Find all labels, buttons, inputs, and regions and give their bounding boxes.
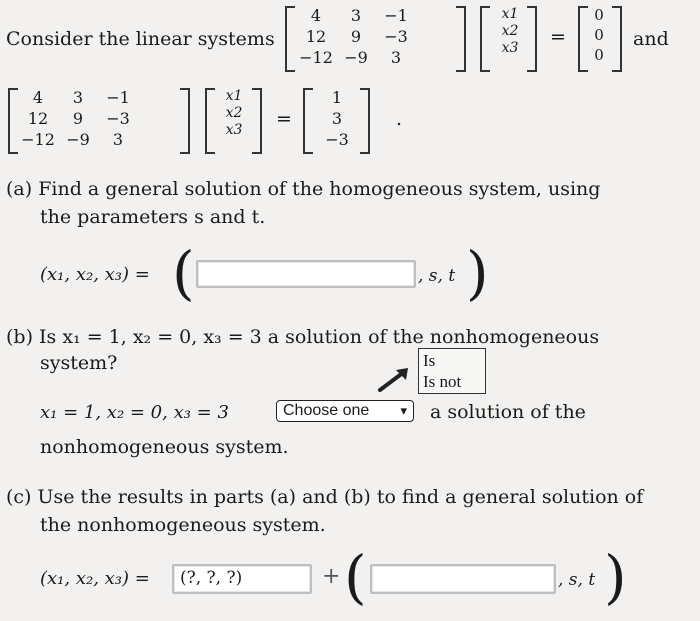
intro-text: Consider the linear systems [6, 28, 275, 50]
matrix-cell: 12 [27, 109, 49, 128]
matrix-cell: 3 [350, 6, 362, 25]
arrow-up-right-icon [376, 366, 412, 394]
variable-vector-1 [492, 6, 528, 56]
part-c-question-line2: the nonhomogeneous system. [40, 514, 326, 536]
coefficient-matrix-2 [18, 88, 138, 149]
option-is-not[interactable]: Is not [423, 372, 462, 391]
part-a-question-line1: (a) Find a general solution of the homogeneous system, using [6, 178, 601, 200]
part-a-params: , s, t [418, 266, 456, 286]
matrix-cell: −3 [384, 27, 408, 46]
matrix-cell: −1 [106, 88, 130, 107]
matrix-cell: 9 [72, 109, 84, 128]
vector-x-right-bracket [527, 6, 537, 72]
part-c-params: , s, t [558, 570, 596, 590]
part-b-question-line1: (b) Is x₁ = 1, x₂ = 0, x₃ = 3 a solution of the nonhomogeneous [6, 326, 600, 348]
and-text: and [633, 28, 669, 50]
matrix-cell: 3 [112, 130, 124, 149]
homogeneous-solution-input[interactable] [196, 260, 416, 288]
particular-solution-value: (?, ?, ?) [180, 568, 243, 588]
matrix-cell: −12 [21, 130, 55, 149]
matrix-cell: −9 [66, 130, 90, 149]
nonhomogeneous-solution-input[interactable] [370, 564, 556, 594]
vector-cell: 1 [331, 88, 343, 107]
particular-solution-input[interactable] [172, 564, 312, 594]
part-b-line4: nonhomogeneous system. [40, 436, 289, 458]
vector-cell: 3 [331, 109, 343, 128]
part-b-statement-lhs: x₁ = 1, x₂ = 0, x₃ = 3 [40, 402, 229, 423]
vector-b-right-bracket [360, 88, 370, 154]
left-paren: ( [344, 543, 367, 611]
matrix-cell: 4 [32, 88, 44, 107]
variable-x2: x2 [501, 23, 519, 39]
variable-x2: x2 [225, 105, 243, 121]
matrix-cell: 9 [350, 27, 362, 46]
matrix-a2-left-bracket [8, 88, 18, 154]
part-a-lhs: (x₁, x₂, x₃) = [40, 264, 150, 285]
coefficient-matrix-1 [296, 6, 416, 67]
option-is[interactable]: Is [423, 351, 436, 370]
right-paren: ) [466, 239, 489, 307]
plus-sign: + [322, 564, 341, 589]
matrix-cell: 4 [310, 6, 322, 25]
part-b-question-line2: system? [40, 352, 118, 374]
matrix-a-left-bracket [285, 6, 295, 72]
variable-x1: x1 [501, 6, 519, 22]
period: . [396, 108, 403, 130]
variable-x1: x1 [225, 88, 243, 104]
equals-sign: = [550, 26, 566, 48]
equals-sign: = [276, 108, 292, 130]
matrix-a-right-bracket [456, 6, 466, 72]
vector-zero-right-bracket [612, 6, 622, 72]
dropdown-options-list [418, 348, 486, 394]
solution-choice-dropdown[interactable] [276, 400, 414, 422]
dropdown-label: Choose one [283, 402, 370, 419]
vector-x2-left-bracket [205, 88, 215, 154]
part-c-lhs: (x₁, x₂, x₃) = [40, 568, 150, 589]
rhs-vector-b [312, 88, 362, 149]
matrix-cell: −9 [344, 48, 368, 67]
matrix-a2-right-bracket [180, 88, 190, 154]
variable-x3: x3 [501, 40, 519, 56]
matrix-cell: 3 [72, 88, 84, 107]
right-paren: ) [604, 543, 627, 611]
matrix-cell: 12 [305, 27, 327, 46]
vector-x-left-bracket [480, 6, 490, 72]
matrix-cell: −3 [106, 109, 130, 128]
vector-x2-right-bracket [252, 88, 262, 154]
vector-cell: −3 [325, 130, 349, 149]
part-a-question-line2: the parameters s and t. [40, 206, 266, 228]
vector-cell: 0 [594, 26, 604, 44]
vector-cell: 0 [594, 46, 604, 64]
variable-x3: x3 [225, 122, 243, 138]
part-c-question-line1: (c) Use the results in parts (a) and (b) to find a general solution of [6, 486, 644, 508]
vector-cell: 0 [594, 6, 604, 24]
part-b-statement-rhs: a solution of the [430, 401, 586, 423]
chevron-down-icon: ▾ [400, 403, 407, 418]
matrix-cell: 3 [390, 48, 402, 67]
matrix-cell: −1 [384, 6, 408, 25]
matrix-cell: −12 [299, 48, 333, 67]
left-paren: ( [172, 239, 195, 307]
variable-vector-2 [216, 88, 252, 138]
zero-vector [586, 6, 612, 64]
